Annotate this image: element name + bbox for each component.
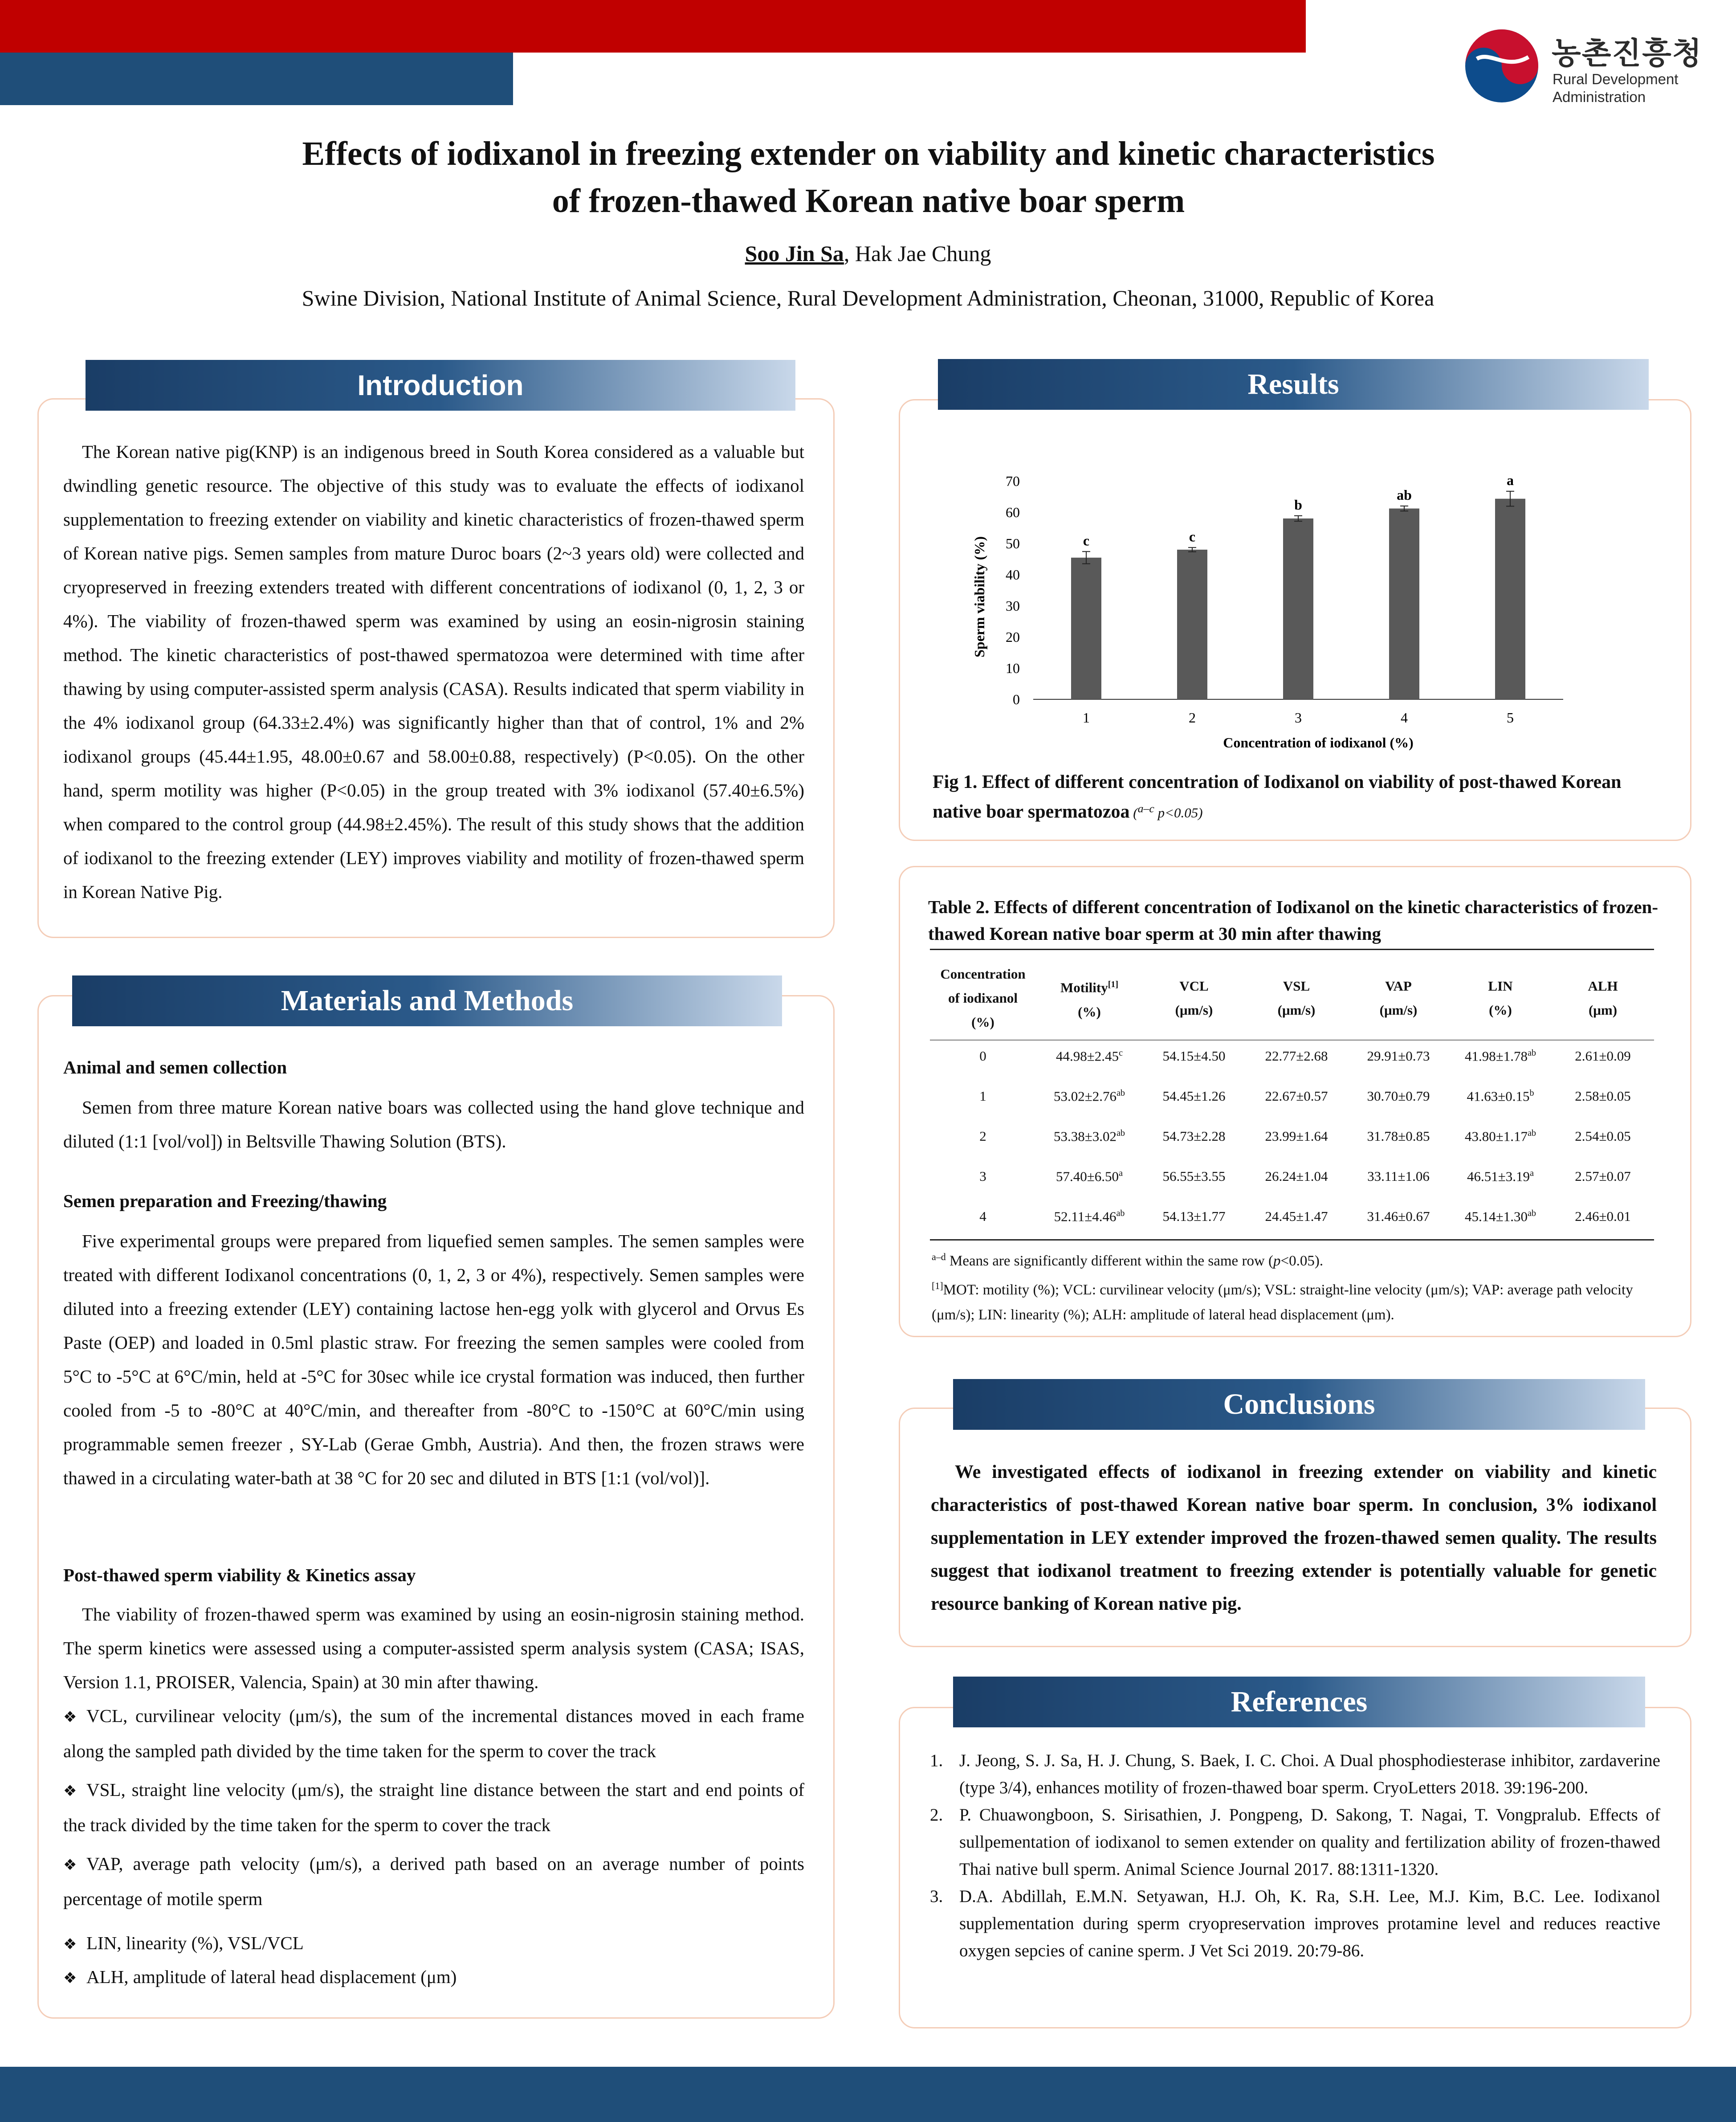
table-cell-motility: 53.38±3.02$^{ab}$ (1054, 1128, 1125, 1144)
rda-logo (1463, 28, 1713, 108)
animal-collection-text: Semen from three mature Korean native boars was collected using the hand glove technique and diluted (1:1 [vol/vol]) in Beltsville Thawing Solution (BTS). (63, 1097, 804, 1151)
x-tick-label: 2 (1189, 710, 1196, 726)
introduction-header: Introduction (86, 360, 795, 411)
affiliation: Swine Division, National Institute of Animal Science, Rural Development Administration, Cheonan, 31000, Republic of Korea (302, 286, 1434, 310)
table-cell-motility: 44.98±2.45$^c$ (1056, 1048, 1123, 1064)
animal-collection-body (63, 1090, 804, 1158)
table-cell-motility: 52.11±4.46$^{ab}$ (1054, 1208, 1125, 1224)
table-cell-concentration: 2 (979, 1128, 986, 1144)
table-cell-vcl: 56.55±3.55 (1162, 1168, 1226, 1184)
references-header: References (953, 1677, 1645, 1727)
poster-title-line1: Effects of iodixanol in freezing extender on viability and kinetic characteristics (302, 135, 1435, 172)
author-line (0, 241, 1736, 266)
bar-3 (1283, 518, 1313, 699)
coauthors: , Hak Jae Chung (844, 241, 991, 266)
col-header-vap: VAP (μm/s) (1379, 978, 1418, 1018)
conclusions-header: Conclusions (953, 1379, 1645, 1430)
y-tick-label: 50 (1006, 535, 1020, 551)
bar-5 (1495, 499, 1525, 699)
y-tick-label: 70 (1006, 473, 1020, 489)
significance-label-3: b (1294, 496, 1302, 513)
col-header-alh: ALH (μm) (1588, 978, 1618, 1018)
bullet-marker-icon: ❖ (63, 1782, 77, 1800)
table-cell-lin: 43.80±1.17$^{ab}$ (1465, 1128, 1536, 1144)
x-tick-label: 5 (1507, 710, 1514, 726)
significance-label-4: ab (1397, 487, 1412, 503)
bullet-vsl (63, 1773, 804, 1842)
introduction-text: The Korean native pig(KNP) is an indigenous breed in South Korea considered as a valuable but dwindling genetic resource. The objective of this study was to evaluate the effects of iodixanol supplementation to freezing extender on viability and kinetic characteristics of frozen-thawed sperm of Korean native pigs. Semen samples from mature Duroc boars (2~3 years old) were collected and cryopreserved in freezing extenders treated with different concentrations of iodixanol (0, 1, 2, 3 or 4%). The viability of frozen-thawed sperm was examined by using an eosin-nigrosin staining method. The kinetic characteristics of post-thawed spermatozoa were determined with time after thawing by using computer-assisted sperm analysis (CASA). Results indicated that sperm viability in the 4% iodixanol group (64.33±2.4%) was significantly higher than that of control, 1% and 2% iodixanol groups (45.44±1.95, 48.00±0.67 and 58.00±0.88, respectively) (P<0.05). On the other hand, sperm motility was higher (P<0.05) in the group treated with 3% iodixanol (57.40±6.5%) when compared to the control group (44.98±2.45%). The result of this study shows that the addition of iodixanol to the freezing extender (LEY) improves viability and motility of frozen-thawed sperm in Korean Native Pig. (63, 441, 804, 902)
references-list (930, 1747, 1660, 1964)
figure-caption-text: Fig 1. Effect of different concentration of Iodixanol on viability of post-thawed Korean native boar spermatozoa (933, 772, 1622, 822)
table-cell-concentration: 4 (979, 1208, 986, 1224)
table-row (930, 1116, 1654, 1156)
table-cell-alh: 2.57±0.07 (1575, 1168, 1631, 1184)
table-header-row (930, 960, 1654, 1036)
bullet-marker-icon: ❖ (63, 1708, 77, 1726)
footer-blue-bar (0, 2067, 1736, 2122)
table-cell-vcl: 54.13±1.77 (1162, 1208, 1226, 1224)
poster-title-line2: of frozen-thawed Korean native boar sperm (552, 182, 1185, 220)
bullet-vap-text: VAP, average path velocity (μm/s), a derived path based on an average number of points percentage of motile sperm (63, 1853, 804, 1909)
table-cell-alh: 2.46±0.01 (1575, 1208, 1631, 1224)
col-header-concentration: Concentration of iodixanol (%) (940, 966, 1026, 1030)
bar-1 (1071, 558, 1101, 699)
figure-caption (933, 769, 1645, 826)
results-header: Results (938, 359, 1649, 410)
kinetics-assay-body (63, 1597, 804, 1699)
animal-collection-heading: Animal and semen collection (63, 1057, 287, 1077)
chart-x-axis-label: Concentration of iodixanol (%) (1223, 735, 1414, 751)
bullet-marker-icon: ❖ (63, 1935, 77, 1953)
table-cell-vap: 31.46±0.67 (1367, 1208, 1430, 1224)
table-cell-lin: 45.14±1.30$^{ab}$ (1465, 1208, 1536, 1224)
table-cell-lin: 41.98±1.78$^{ab}$ (1465, 1048, 1536, 1064)
table-cell-motility: 57.40±6.50$^a$ (1056, 1168, 1123, 1184)
table-cell-vcl: 54.45±1.26 (1162, 1088, 1226, 1104)
figure-caption-note-tail: p<0.05) (1154, 805, 1203, 821)
x-tick-label: 4 (1401, 710, 1408, 726)
figure-caption-note-open: ( (1129, 805, 1138, 821)
kinetics-assay-heading: Post-thawed sperm viability & Kinetics assay (63, 1565, 416, 1585)
bullet-vcl-text: VCL, curvilinear velocity (μm/s), the sum of the incremental distances moved in each frame along the sampled path divided by the time taken for the sperm to cover the track (63, 1706, 804, 1761)
bullet-vcl (63, 1699, 804, 1768)
significance-label-2: c (1189, 528, 1196, 545)
chart-y-axis-label: Sperm viability (%) (971, 536, 987, 657)
table-footnote-significance: $^{a-d}$ Means are significantly different within the same row (p<0.05). (932, 1251, 1324, 1269)
table-cell-alh: 2.58±0.05 (1575, 1088, 1631, 1104)
bar-4 (1389, 509, 1419, 699)
y-tick-label: 60 (1006, 504, 1020, 520)
table-cell-motility: 53.02±2.76$^{ab}$ (1054, 1088, 1125, 1104)
table-row (930, 1076, 1654, 1116)
table-cell-vap: 31.78±0.85 (1367, 1128, 1430, 1144)
table-cell-concentration: 0 (979, 1048, 986, 1064)
viability-bar-chart (971, 463, 1577, 757)
presenting-author: Soo Jin Sa (745, 241, 844, 266)
table-cell-vcl: 54.15±4.50 (1162, 1048, 1226, 1064)
table-cell-vsl: 22.67±0.57 (1265, 1088, 1328, 1104)
table-caption: Table 2. Effects of different concentration of Iodixanol on the kinetic characteristics of frozen-thawed Korean native boar sperm at 30 min after thawing (928, 897, 1658, 944)
rda-emblem-icon (1463, 28, 1540, 104)
bullet-alh (63, 1960, 804, 1995)
table-row (930, 1196, 1654, 1236)
table-footnotes (932, 1245, 1662, 1327)
reference-item: 2. P. Chuawongboon, S. Sirisathien, J. Pongpeng, D. Sakong, T. Nagai, T. Vongpralub. Effects of sullpementation of iodixanol to semen extender on quality and fertilization ability of frozen-thawed Thai native bull sperm. Animal Science Journal 2017. 88:1311-1320. (930, 1805, 1660, 1879)
figure-caption-note (1129, 802, 1203, 821)
logo-en-line2: Administration (1553, 89, 1646, 105)
y-tick-label: 40 (1006, 567, 1020, 583)
table-row (930, 1156, 1654, 1196)
y-tick-label: 20 (1006, 629, 1020, 645)
table-top-rule (930, 949, 1654, 950)
x-tick-label: 3 (1295, 710, 1302, 726)
reference-item: 1. J. Jeong, S. J. Sa, H. J. Chung, S. Baek, I. C. Choi. A Dual phosphodiesterase inhibitor, zardaverine (type 3/4), enhances motility of frozen-thawed boar sperm. CryoLetters 2018. 39:196-200. (930, 1751, 1660, 1797)
header-blue-bar (0, 53, 513, 105)
table-cell-alh: 2.61±0.09 (1575, 1048, 1631, 1064)
y-tick-label: 30 (1006, 598, 1020, 614)
y-tick-label: 0 (1013, 691, 1020, 707)
table-cell-lin: 46.51±3.19$^a$ (1467, 1168, 1534, 1184)
table-footnote-abbreviations: [1]MOT: motility (%); VCL: curvilinear velocity (μm/s); VSL: straight-line velocity (μm/s); VAP: average path velocity (μm/s); LIN: linearity (%); ALH: amplitude of lateral head displacement (μm). (932, 1280, 1633, 1323)
table-cell-vsl: 26.24±1.04 (1265, 1168, 1328, 1184)
figure-caption-note-sup: a–c (1137, 802, 1154, 815)
table-cell-vap: 29.91±0.73 (1367, 1048, 1430, 1064)
reference-item: 3. D.A. Abdillah, E.M.N. Setyawan, H.J. Oh, K. Ra, S.H. Lee, M.J. Kim, B.C. Lee. Iodixanol supplementation during sperm cryopreservation improves protamine level and reduces reactive oxygen sepcies of canine sperm. J Vet Sci 2019. 20:79-86. (930, 1887, 1660, 1960)
bullet-lin (63, 1926, 804, 1961)
col-header-motility: Motility[1] (%) (1060, 979, 1119, 1020)
logo-en-line1: Rural Development (1553, 71, 1679, 87)
kinetics-table (930, 960, 1654, 1236)
bullet-marker-icon: ❖ (63, 1969, 77, 1987)
x-tick-label: 1 (1083, 710, 1090, 726)
table-cell-vcl: 54.73±2.28 (1162, 1128, 1226, 1144)
table-cell-vap: 33.11±1.06 (1367, 1168, 1430, 1184)
table-cell-vap: 30.70±0.79 (1367, 1088, 1430, 1104)
significance-label-5: a (1507, 472, 1514, 488)
bullet-lin-text: LIN, linearity (%), VSL/VCL (86, 1933, 304, 1953)
introduction-body (63, 435, 804, 909)
significance-label-1: c (1083, 532, 1090, 549)
col-header-vsl: VSL (μm/s) (1277, 978, 1316, 1018)
table-cell-vsl: 22.77±2.68 (1265, 1048, 1328, 1064)
bar-2 (1177, 550, 1207, 699)
table-cell-vsl: 24.45±1.47 (1265, 1208, 1328, 1224)
semen-preparation-body (63, 1224, 804, 1495)
bullet-vap (63, 1847, 804, 1916)
bullet-alh-text: ALH, amplitude of lateral head displacement (μm) (86, 1967, 457, 1987)
semen-preparation-heading: Semen preparation and Freezing/thawing (63, 1191, 387, 1211)
table-cell-concentration: 3 (979, 1168, 986, 1184)
logo-korean-name: 농촌진흥청 (1552, 36, 1703, 71)
table-cell-vsl: 23.99±1.64 (1265, 1128, 1328, 1144)
bullet-vsl-text: VSL, straight line velocity (μm/s), the straight line distance between the start and end points of the track divided by the time taken for the sperm to cover the track (63, 1779, 804, 1835)
bullet-marker-icon: ❖ (63, 1856, 77, 1874)
y-tick-label: 10 (1006, 660, 1020, 676)
table-cell-concentration: 1 (979, 1088, 986, 1104)
table-cell-lin: 41.63±0.15$^b$ (1467, 1088, 1534, 1104)
logo-english-name (1553, 70, 1678, 106)
col-header-vcl: VCL (μm/s) (1175, 978, 1213, 1018)
semen-preparation-text: Five experimental groups were prepared from liquefied semen samples. The semen samples were treated with different Iodixanol concentrations (0, 1, 2, 3 or 4%), respectively. Semen samples were diluted into a freezing extender (LEY) containing lactose hen-egg yolk with glycerol and Orvus Es Paste (OEP) and loaded in 0.5ml plastic straw. For freezing the semen samples were cooled from 5°C to -5°C at 6°C/min, held at -5°C for 30sec while ice crystal formation was induced, then further cooled from -5 to -80°C at 40°C/min, and thereafter from -80°C to -150°C at 60°C/min using programmable semen freezer , SY-Lab (Gerae Gmbh, Austria). And then, the frozen straws were thawed in a circulating water-bath at 38 °C for 20 sec and diluted in BTS [1:1 (vol/vol)]. (63, 1231, 804, 1488)
kinetics-assay-text: The viability of frozen-thawed sperm was examined by using an eosin-nigrosin staining method. The sperm kinetics were assessed using a computer-assisted sperm analysis system (CASA; ISAS, Version 1.1, PROISER, Valencia, Spain) at 30 min after thawing. (63, 1604, 804, 1692)
conclusions-text: We investigated effects of iodixanol in freezing extender on viability and kinetic characteristics of post-thawed Korean native boar sperm. In conclusion, 3% iodixanol supplementation in LEY extender improved the frozen-thawed semen quality. The results suggest that iodixanol treatment to freezing extender is potentially valuable for genetic resource banking of Korean native pig. (931, 1462, 1657, 1614)
table-row (930, 1036, 1654, 1076)
col-header-lin: LIN (%) (1488, 978, 1513, 1018)
table-cell-alh: 2.54±0.05 (1575, 1128, 1631, 1144)
methods-header: Materials and Methods (72, 975, 782, 1026)
header-red-bar (0, 0, 1306, 53)
table-bottom-rule (930, 1239, 1654, 1241)
